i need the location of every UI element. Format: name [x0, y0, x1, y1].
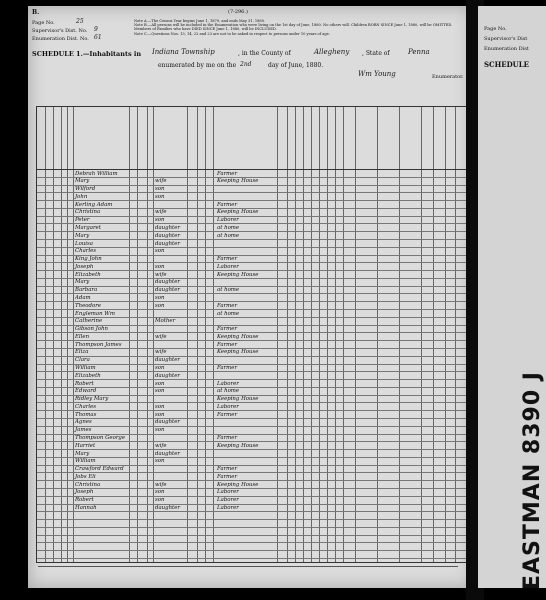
footnotes [38, 566, 458, 571]
occupation: Farmer [217, 473, 238, 480]
state-label: , State of [362, 50, 390, 57]
resident-name: Agnes [75, 419, 92, 426]
relationship: son [155, 411, 165, 418]
occupation: Keeping House [217, 349, 259, 356]
resident-name: Mary [75, 232, 90, 239]
occupation: at home [217, 287, 240, 294]
row-rule [37, 293, 469, 294]
column-rule [335, 107, 336, 562]
relationship: wife [155, 209, 167, 216]
column-rule [197, 107, 198, 562]
row-rule [37, 511, 469, 512]
relationship: daughter [155, 287, 180, 294]
column-rule [311, 107, 312, 562]
column-rule [205, 107, 206, 562]
column-rule [137, 107, 138, 562]
resident-name: Debrah William [75, 170, 118, 177]
resident-name: Joseph [75, 489, 94, 496]
relationship: wife [155, 333, 167, 340]
resident-name: Thomas [75, 411, 97, 418]
occupation: at home [217, 232, 240, 239]
resident-name: Ridley Mary [75, 396, 109, 403]
row-rule [37, 364, 469, 365]
state-value: Penna [408, 48, 430, 56]
row-rule [37, 371, 469, 372]
right-enum-label: Enumeration Dist [484, 46, 529, 52]
row-rule [37, 527, 469, 528]
enumerated-day: 2nd [240, 61, 252, 68]
column-rule [153, 107, 154, 562]
relationship: son [155, 489, 165, 496]
resident-name: Mary [75, 178, 90, 185]
resident-name: William [75, 458, 96, 465]
column-rule [53, 107, 54, 562]
enumerator-label: Enumerator. [432, 74, 464, 80]
relationship: daughter [155, 279, 180, 286]
row-rule [37, 239, 469, 240]
right-sup-label: Supervisor's Dist [484, 36, 528, 42]
supervisor-label: Supervisor's Dist. No. [32, 28, 88, 34]
note-b: Note B.—All persons will be included in the Enumeration who were living on the 1st day of June, 1880. No others will. Children BORN SINCE June 1, 1880, will be OMITTED. Members of Families who have DIED SINCE June 1, 1880, will be INCLUDED. [134, 23, 453, 32]
relationship: son [155, 458, 165, 465]
right-page-label: Page No. [484, 26, 507, 32]
column-rule [45, 107, 46, 562]
relationship: wife [155, 349, 167, 356]
note-a: Note A.—The Census Year begins June 1, 1879, and ends May 31, 1880. [134, 19, 266, 23]
occupation: Laborer [217, 403, 239, 410]
resident-name: Wilford [75, 186, 96, 193]
relationship: daughter [155, 450, 180, 457]
relationship: son [155, 217, 165, 224]
column-rule [327, 107, 328, 562]
occupation: Keeping House [217, 396, 259, 403]
eastman-stamp: EASTMAN 8390 J [520, 371, 545, 590]
occupation: Laborer [217, 263, 239, 270]
relationship: son [155, 403, 165, 410]
row-rule [37, 278, 469, 279]
row-rule [37, 231, 469, 232]
right-schedule: SCHEDULE [484, 60, 530, 69]
row-rule [37, 410, 469, 411]
resident-name: Theodore [75, 302, 101, 309]
page-no-value: 25 [76, 18, 84, 25]
column-rule [73, 107, 74, 562]
relationship: son [155, 186, 165, 193]
relationship: son [155, 388, 165, 395]
row-rule [37, 542, 469, 543]
row-rule [37, 286, 469, 287]
resident-name: Mary [75, 450, 90, 457]
occupation: Keeping House [217, 209, 259, 216]
occupation: Keeping House [217, 442, 259, 449]
occupation: Farmer [217, 302, 238, 309]
enumerated-month: day of June, 1880. [268, 62, 324, 69]
column-rule [277, 107, 278, 562]
row-rule [37, 496, 469, 497]
row-rule [37, 247, 469, 248]
row-rule [37, 457, 469, 458]
resident-name: Gibson John [75, 326, 109, 333]
row-rule [37, 223, 469, 224]
column-rule [61, 107, 62, 562]
occupation: Laborer [217, 380, 239, 387]
occupation: Keeping House [217, 178, 259, 185]
center-note: (7-296.) [228, 9, 248, 15]
occupation: Farmer [217, 256, 238, 263]
resident-name: Crawford Edward [75, 466, 124, 473]
relationship: daughter [155, 372, 180, 379]
resident-name: Edward [75, 388, 97, 395]
row-rule [37, 550, 469, 551]
relationship: wife [155, 178, 167, 185]
relationship: daughter [155, 419, 180, 426]
occupation: Laborer [217, 489, 239, 496]
relationship: son [155, 294, 165, 301]
resident-name: Christina [75, 481, 101, 488]
relationship: daughter [155, 232, 180, 239]
column-rule [129, 107, 130, 562]
resident-name: Catherine [75, 318, 103, 325]
resident-name: Clara [75, 357, 90, 364]
resident-name: John [75, 193, 88, 200]
relationship: wife [155, 271, 167, 278]
column-rule [445, 107, 446, 562]
census-sheet [28, 6, 472, 588]
occupation: Farmer [217, 326, 238, 333]
resident-name: Thompson James [75, 341, 122, 348]
row-rule [37, 185, 469, 186]
resident-name: Eliza [75, 349, 89, 356]
column-rule [287, 107, 288, 562]
occupation: Farmer [217, 170, 238, 177]
occupation: at home [217, 388, 240, 395]
sheet-letter: B. [32, 9, 40, 16]
row-rule [37, 262, 469, 263]
occupation: at home [217, 310, 240, 317]
relationship: son [155, 193, 165, 200]
resident-name: William [75, 365, 96, 371]
enumerator-name: Wm Young [358, 70, 396, 78]
column-rule [213, 107, 214, 562]
column-rule [295, 107, 296, 562]
occupation: at home [217, 224, 240, 231]
resident-name: Elizabeth [75, 372, 101, 379]
column-rule [319, 107, 320, 562]
row-rule [37, 402, 469, 403]
county-label: , in the County of [238, 50, 291, 57]
resident-name: King John [75, 256, 102, 263]
relationship: Mother [155, 318, 176, 325]
resident-name: Kerling Adam [75, 201, 113, 208]
page-no-label: Page No. [32, 20, 55, 26]
enumeration-label: Enumeration Dist. No. [32, 36, 89, 42]
column-rule [421, 107, 422, 562]
occupation: Farmer [217, 435, 238, 442]
occupation: Farmer [217, 365, 238, 371]
resident-name: Mary [75, 279, 90, 286]
occupation: Laborer [217, 217, 239, 224]
relationship: wife [155, 442, 167, 449]
resident-name: Robert [75, 497, 94, 504]
notes-block [134, 19, 464, 36]
resident-name: Joseph [75, 263, 94, 270]
resident-name: Robert [75, 380, 94, 387]
column-rule [455, 107, 456, 562]
row-rule [37, 449, 469, 450]
resident-name: Christina [75, 209, 101, 216]
relationship: daughter [155, 357, 180, 364]
resident-name: Jobs Eli [75, 473, 96, 480]
resident-name: Thompson George [75, 435, 126, 442]
relationship: wife [155, 481, 167, 488]
occupation: Keeping House [217, 271, 259, 278]
enumeration-value: 61 [94, 34, 102, 41]
occupation: Farmer [217, 201, 238, 208]
column-rule [399, 107, 400, 562]
occupation: Laborer [217, 505, 239, 512]
column-rule [303, 107, 304, 562]
row-rule [37, 504, 469, 505]
relationship: son [155, 380, 165, 387]
occupation: Farmer [217, 411, 238, 418]
resident-name: Elizabeth [75, 271, 101, 278]
row-rule [37, 488, 469, 489]
resident-name: Adam [75, 294, 91, 301]
relationship: daughter [155, 240, 180, 247]
township-value: Indiana Township [152, 48, 215, 56]
resident-name: James [75, 427, 92, 434]
row-rule [37, 216, 469, 217]
note-c: Note C.—Questions Nos. 13, 14, 22 and 23 are not to be asked in respect to persons under 10 years of age. [134, 31, 330, 36]
occupation: Keeping House [217, 481, 259, 488]
column-rule [147, 107, 148, 562]
column-rule [355, 107, 356, 562]
relationship: son [155, 263, 165, 270]
relationship: son [155, 365, 165, 371]
relationship: son [155, 427, 165, 434]
resident-name: Hannah [75, 505, 97, 512]
row-rule [37, 192, 469, 193]
relationship: daughter [155, 224, 180, 231]
row-rule [37, 519, 469, 520]
row-rule [37, 301, 469, 302]
column-rule [343, 107, 344, 562]
occupation: Farmer [217, 341, 238, 348]
resident-name: Harriet [75, 442, 96, 449]
resident-name: Barbara [75, 287, 98, 294]
resident-name: Charles [75, 248, 97, 255]
row-rule [37, 379, 469, 380]
row-rule [37, 558, 469, 559]
row-rule [37, 387, 469, 388]
row-rule [37, 426, 469, 427]
relationship: son [155, 497, 165, 504]
supervisor-value: 9 [94, 26, 98, 33]
schedule-title: SCHEDULE 1.—Inhabitants in [32, 50, 142, 58]
census-table [36, 106, 470, 563]
row-rule [37, 535, 469, 536]
occupation: Laborer [217, 497, 239, 504]
row-rule [37, 418, 469, 419]
resident-name: Margaret [75, 224, 101, 231]
resident-name: Charles [75, 403, 97, 410]
column-rule [433, 107, 434, 562]
occupation: Farmer [217, 466, 238, 473]
column-rule [187, 107, 188, 562]
column-rule [377, 107, 378, 562]
relationship: daughter [155, 505, 180, 512]
occupation: Keeping House [217, 333, 259, 340]
column-rule [67, 107, 68, 562]
resident-name: Louisa [75, 240, 94, 247]
resident-name: Engleman Wm [75, 310, 115, 317]
enumerated-label: enumerated by me on the [158, 62, 237, 69]
resident-name: Peter [75, 217, 90, 224]
row-rule [37, 472, 469, 473]
row-rule [37, 356, 469, 357]
resident-name: Ellen [75, 333, 90, 340]
relationship: son [155, 248, 165, 255]
county-value: Allegheny [314, 48, 350, 56]
relationship: son [155, 302, 165, 309]
